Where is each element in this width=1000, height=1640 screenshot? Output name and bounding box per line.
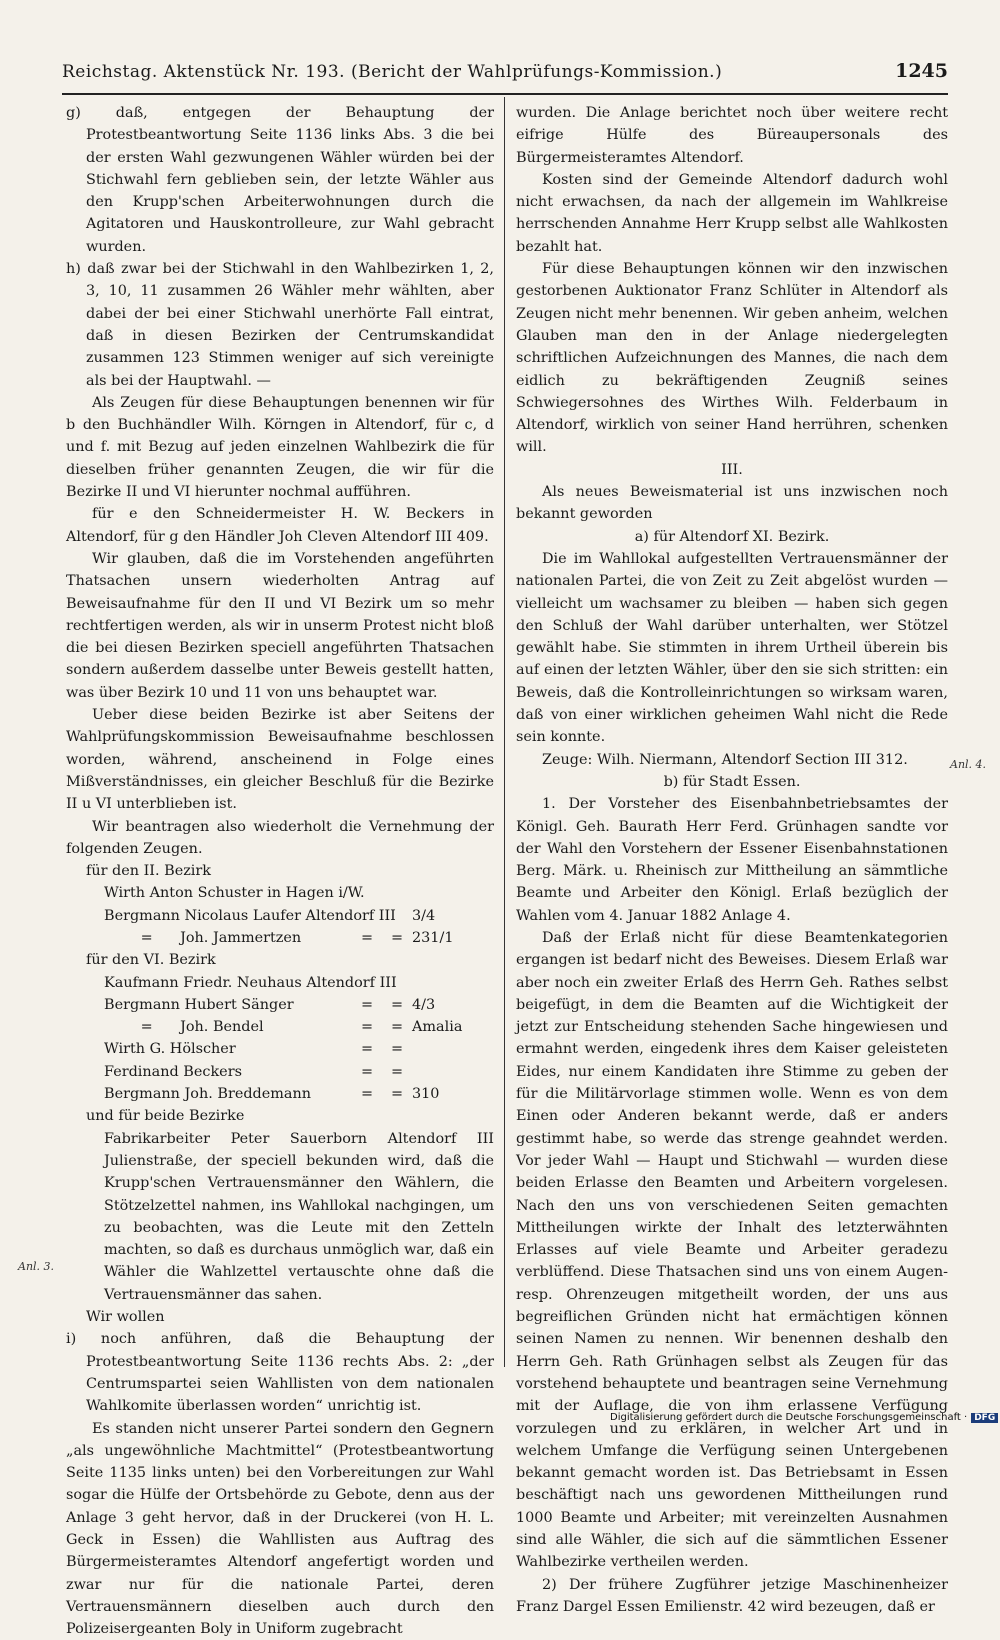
heading-district-VI: für den VI. Bezirk [86, 952, 216, 969]
right-column [516, 102, 948, 1618]
right-paragraph: b) für Stadt Essen. [663, 773, 801, 790]
right-paragraph: III. [721, 461, 743, 478]
page-number: 1245 [895, 60, 948, 82]
witness-d1: = [360, 1019, 374, 1036]
right-paragraph: a) für Altendorf XI. Bezirk. [634, 528, 830, 545]
column-divider [504, 97, 505, 1367]
footer [610, 1412, 998, 1423]
margin-note-left: Anl. 3. [18, 1260, 55, 1273]
right-paragraph: Die im Wahllokal aufgestellten Vertrauensmänner der nationalen Partei, die von Zeit zu Zeit abgelöst wurden — vielleicht um wachsamer zu bleiben — haben sich gegen den Schluß der Wahl darüber unterhalten, wer Stötzel gewählt habe. Sie stimmten in ihrem Urtheil überein bis auf einen der letzten Wähler, über den sie sich stritten: ein Beweis, daß die Kontrolleinrichtungen so wirksam waren, daß von einer wirklichen geheimen Wahl nicht die Rede sein konnte. [516, 550, 948, 746]
witness-d2 [382, 905, 412, 927]
witness-n: Wirth Anton Schuster in Hagen i/W. [104, 885, 365, 902]
left-paragraph: für e den Schneidermeister H. W. Beckers in Altendorf, für g den Händler Joh Cleven Altendorf III 409. [66, 506, 494, 545]
left-paragraph: h) daß zwar bei der Stichwahl in den Wahlbezirken 1, 2, 3, 10, 11 zusammen 26 Wähler mehr wählten, aber dabei der bei einer Stichwahl unerhörte Fall eintrat, daß in diesen Bezirken der Centrumskandidat zusammen 123 Stimmen weniger auf sich vereinigte als bei der Hauptwahl. — [66, 261, 494, 389]
witness-v: 310 [412, 1086, 440, 1103]
running-head: Reichstag. Aktenstück Nr. 193. (Bericht der Wahlprüfungs-Kommission.) [62, 62, 723, 82]
left-paragraph: Es standen nicht unserer Partei sondern den Gegnern „als ungewöhnliche Machtmittel“ (Protestbeantwortung Seite 1135 links unten) bei den Vorbereitungen zur Wahl sogar die Hülfe der Ortsbehörde zu Gebote, denn aus der Anlage 3 geht hervor, daß in der Druckerei (von H. L. Geck in Essen) die Wahllisten aus Auftrag des Bürgermeisteramtes Altendorf angefertigt worden und zwar nur für die nationale Partei, deren Vertrauensmännern dieselben auch durch den Polizeisergeanten Boly in Uniform zugebracht [66, 1420, 494, 1638]
witness-d1 [352, 905, 382, 927]
witness-v [412, 1061, 472, 1083]
left-paragraph: g) daß, entgegen der Behauptung der Protestbeantwortung Seite 1136 links Abs. 3 die bei der ersten Wahl gezwungenen Wähler würden bei der Stichwahl fern geblieben sein, der letzte Wähler aus den Krupp'schen Arbeiterwohnungen durch die Agitatoren und Hauskontrolleure, zur Wahl gebracht wurden. [66, 105, 494, 255]
witness-row [66, 1038, 494, 1060]
witness-n: Bergmann Hubert Sänger [104, 996, 294, 1013]
witness-d2: = [390, 1063, 404, 1080]
left-paragraph: Als Zeugen für diese Behauptungen benennen wir für b den Buchhändler Wilh. Körngen in Altendorf, für c, d und f. mit Bezug auf jeden einzelnen Wahlbezirk die für dieselben früher genannten Zeugen, die wir für die Bezirke II und VI hierunter nochmal aufführen. [66, 394, 494, 501]
right-paragraph: 1. Der Vorsteher des Eisenbahnbetriebsamtes der Königl. Geh. Baurath Herr Ferd. Grünhagen sandte vor der Wahl den Vorstehern der Essener Eisenbahnstationen Berg. Märk. u. Rheinisch zur Mittheilung an sämmtliche Beamte und Arbeiter den Königl. Erlaß bezüglich der Wahlen vom 4. Januar 1882 Anlage 4. [516, 796, 948, 924]
page-header [62, 58, 948, 88]
witness-n: Bergmann Nicolaus Laufer Altendorf III [104, 907, 396, 924]
witness-d2 [382, 882, 412, 904]
left-column [66, 102, 494, 1640]
witness-d1 [352, 972, 382, 994]
witness-d2: = [390, 996, 404, 1013]
witness-v: 3/4 [412, 907, 436, 924]
left-paragraph: Wir beantragen also wiederholt die Vernehmung der folgenden Zeugen. [66, 818, 494, 857]
witness-d1: = [360, 1063, 374, 1080]
right-paragraph: Daß der Erlaß nicht für diese Beamtenkategorien ergangen ist bedarf nicht des Beweises. Diesem Erlaß war aber noch ein zweiter Erlaß des Herrn Geh. Rathes selbst beigefügt, in dem die Beamten auf die Wichtigkeit der jetzt zur Entscheidung stehenden Sache hingewiesen und ermahnt werden, eingedenk ihres dem Kaiser geleisteten Eides, nur einem Kandidaten ihre Stimme zu geben der für die Militärvorlage stimmen wolle. Wenn es von dem Einen oder Anderen bekannt werde, daß er anders gestimmt habe, so werde das strenge geahndet werden. Vor jeder Wahl — Haupt und Stichwahl — wurden diese beiden Erlasse den Beamten und Arbeitern vorgelesen. Nach den uns von verschiedenen Seiten gemachten Mittheilungen wirkte der Inhalt des letzterwähnten Erlasses auf viele Beamte und Arbeiter geradezu verblüffend. Diese Thatsachen sind uns von einem Augen- resp. Ohrenzeugen mitgetheilt worden, der uns aus begreiflichen Gründen nicht hat ermächtigen können seinen Namen zu nennen. Wir benennen deshalb den Herrn Geh. Rath Grünhagen selbst als Zeugen für das vorstehend behauptete und beantragen seine Vernehmung mit der Auflage, die von ihm erlassene Verfügung vorzulegen und zu erklären, in welcher Art und in welchem Umfange die Verfügung seinen Untergebenen bekannt gemacht worden ist. Das Betriebsamt in Essen beschäftigt nach uns gewordenen Mittheilungen rund 1000 Beamte und Arbeiter; mit vereinzelten Ausnahmen sind alle Wähler, die sich auf die sämmtlichen Essener Wahlbezirke vertheilen werden. [516, 929, 948, 1571]
margin-note-right: Anl. 4. [950, 758, 987, 771]
witness-row [66, 994, 494, 1016]
left-paragraph: Wir wollen [86, 1309, 165, 1326]
witness-v: Amalia [412, 1019, 463, 1036]
witness-n: Wirth G. Hölscher [104, 1041, 236, 1058]
witness-row [66, 905, 494, 927]
footer-text: Digitalisierung gefördert durch die Deutsche Forschungsgemeinschaft · [610, 1412, 968, 1423]
witness-d1: = [360, 929, 374, 946]
witness-row [66, 1016, 494, 1038]
witness-d1: = [360, 996, 374, 1013]
witness-d2: = [390, 1086, 404, 1103]
witness-d2: = [390, 1019, 404, 1036]
witness-d1 [352, 882, 382, 904]
witness-d1: = [360, 1041, 374, 1058]
witness-row [66, 882, 494, 904]
witness-d2: = [390, 1041, 404, 1058]
header-rule [62, 93, 948, 95]
left-paragraph: Fabrikarbeiter Peter Sauerborn Altendorf III Julienstraße, der speciell bekunden wird, daß die Krupp'schen Vertrauensmänner den Wählern, die Stötzelzettel nahmen, ins Wahllokal nachgingen, um zu beobachten, was die Leute mit den Zetteln machten, so daß es durchaus unmöglich war, daß ein Wähler die Wahlzettel vertauschte ohne daß die Vertrauensmänner das sahen. [104, 1130, 494, 1303]
dfg-logo: DFG [971, 1413, 998, 1423]
heading-both-districts: und für beide Bezirke [86, 1108, 245, 1125]
witness-n: Ferdinand Beckers [104, 1063, 242, 1080]
witness-n: Kaufmann Friedr. Neuhaus Altendorf III [104, 974, 397, 991]
right-paragraph: Als neues Beweismaterial ist uns inzwischen noch bekannt geworden [516, 484, 948, 523]
left-paragraph: Ueber diese beiden Bezirke ist aber Seitens der Wahlprüfungskommission Beweisaufnahme beschlossen worden, während, anscheinend in Folge eines Mißverständnisses, ein gleicher Beschluß für die Bezirke II u VI unterblieben ist. [66, 707, 494, 813]
witness-d1: = [360, 1086, 374, 1103]
witness-row [66, 972, 494, 994]
witness-v: 4/3 [412, 996, 436, 1013]
right-paragraph: Für diese Behauptungen können wir den inzwischen gestorbenen Auktionator Franz Schlüter in Altendorf als Zeugen nicht mehr benennen. Wir geben anheim, welchen Glauben man den in der Anlage niedergelegten schriftlichen Aufzeichnungen des Mannes, die nach dem eidlich zu bekräftigenden Zeugniß seines Schwiegersohnes des Wirthes Wilh. Felderbaum in Altendorf, wirklich von seiner Hand herrühren, schenken will. [516, 261, 948, 456]
witness-row [66, 1061, 494, 1083]
witness-list-II [66, 882, 494, 949]
witness-row [66, 927, 494, 949]
witness-n: Bergmann Joh. Breddemann [104, 1086, 312, 1103]
right-paragraph: 2) Der frühere Zugführer jetzige Maschinenheizer Franz Dargel Essen Emilienstr. 42 wird bezeugen, daß er [516, 1576, 948, 1615]
witness-row [66, 1083, 494, 1105]
left-paragraph: für den II. Bezirk [86, 863, 212, 880]
witness-v: 231/1 [412, 929, 454, 946]
witness-v [412, 882, 472, 904]
witness-v [412, 972, 472, 994]
witness-n: = Joh. Jammertzen [104, 929, 302, 946]
right-paragraph: Zeuge: Wilh. Niermann, Altendorf Section III 312. [542, 751, 908, 768]
witness-list-VI [66, 972, 494, 1106]
right-paragraph: wurden. Die Anlage berichtet noch über weitere recht eifrige Hülfe des Büreaupersonals des Bürgermeisteramtes Altendorf. [516, 105, 948, 166]
witness-n: = Joh. Bendel [104, 1019, 264, 1036]
witness-d2 [382, 972, 412, 994]
right-paragraph: Kosten sind der Gemeinde Altendorf dadurch wohl nicht erwachsen, da nach der allgemein im Wahlkreise herrschenden Annahme Herr Krupp selbst alle Wahlkosten bezahlt hat. [516, 171, 948, 255]
witness-v [412, 1038, 472, 1060]
witness-d2: = [390, 929, 404, 946]
left-paragraph: Wir glauben, daß die im Vorstehenden angeführten Thatsachen unsern wiederholten Antrag auf Beweisaufnahme für den II und VI Bezirk um so mehr rechtfertigen werden, als wir in unserm Protest nicht bloß die bei diesen Bezirken speciell angeführten Thatsachen sondern außerdem dasselbe unter Beweis gestellt hatten, was über Bezirk 10 und 11 von uns behauptet war. [66, 550, 494, 701]
left-paragraph: i) noch anführen, daß die Behauptung der Protestbeantwortung Seite 1136 rechts Abs. 2: „der Centrumspartei seien Wahllisten von dem nationalen Wahlkomite überlassen worden“ unrichtig ist. [66, 1331, 494, 1415]
